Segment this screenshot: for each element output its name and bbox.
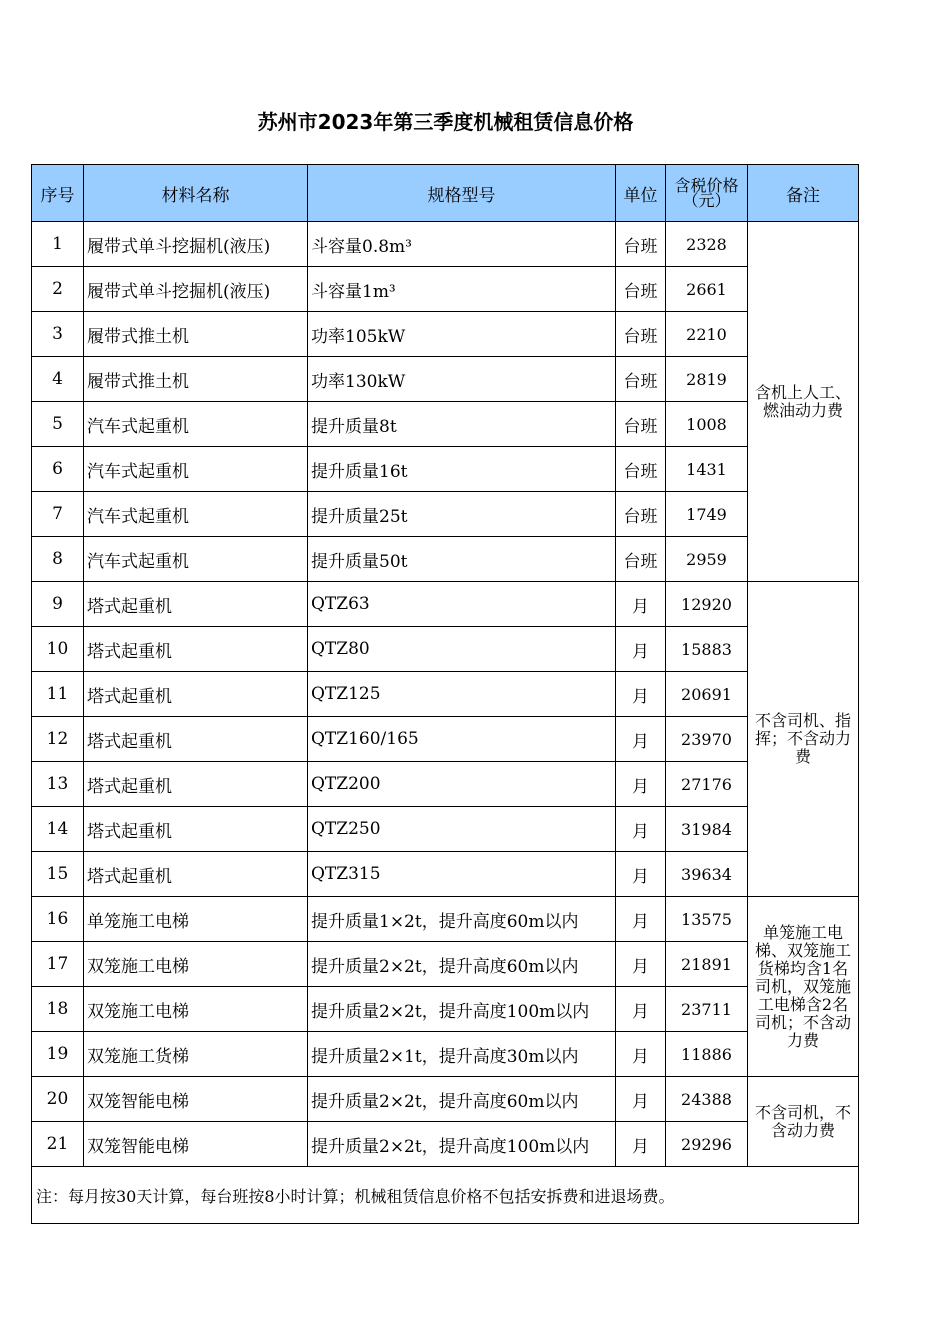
table-row xyxy=(32,717,859,762)
row-name: 履带式单斗挖掘机(液压) xyxy=(84,222,308,267)
row-seq: 7 xyxy=(32,492,84,537)
row-spec: 提升质量2×2t，提升高度60m以内 xyxy=(308,1077,616,1122)
row-remark: 不含司机，不含动力费 xyxy=(748,1077,859,1167)
row-unit: 月 xyxy=(616,672,666,717)
row-unit: 月 xyxy=(616,852,666,897)
row-price: 23711 xyxy=(666,987,748,1032)
row-price: 21891 xyxy=(666,942,748,987)
table-row xyxy=(32,222,859,267)
row-name: 汽车式起重机 xyxy=(84,492,308,537)
row-seq: 13 xyxy=(32,762,84,807)
row-unit: 月 xyxy=(616,1077,666,1122)
row-price: 39634 xyxy=(666,852,748,897)
table-row xyxy=(32,897,859,942)
row-spec: QTZ160/165 xyxy=(308,717,616,762)
header-unit: 单位 xyxy=(616,165,666,222)
row-name: 双笼智能电梯 xyxy=(84,1077,308,1122)
row-seq: 12 xyxy=(32,717,84,762)
row-name: 双笼施工电梯 xyxy=(84,987,308,1032)
row-price: 1008 xyxy=(666,402,748,447)
row-spec: 提升质量2×2t，提升高度100m以内 xyxy=(308,987,616,1032)
table-row xyxy=(32,267,859,312)
price-table xyxy=(31,164,859,1224)
table-row xyxy=(32,852,859,897)
table-row xyxy=(32,1077,859,1122)
table-row xyxy=(32,312,859,357)
row-spec: 功率105kW xyxy=(308,312,616,357)
row-name: 汽车式起重机 xyxy=(84,537,308,582)
row-seq: 14 xyxy=(32,807,84,852)
row-unit: 月 xyxy=(616,717,666,762)
table-row xyxy=(32,1122,859,1167)
table-row xyxy=(32,1032,859,1077)
header-row xyxy=(32,165,859,222)
row-unit: 月 xyxy=(616,582,666,627)
row-price: 24388 xyxy=(666,1077,748,1122)
row-spec: 斗容量1m³ xyxy=(308,267,616,312)
row-unit: 月 xyxy=(616,897,666,942)
row-name: 塔式起重机 xyxy=(84,582,308,627)
row-price: 1431 xyxy=(666,447,748,492)
table-row xyxy=(32,537,859,582)
header-name: 材料名称 xyxy=(84,165,308,222)
row-spec: QTZ125 xyxy=(308,672,616,717)
row-price: 2661 xyxy=(666,267,748,312)
row-seq: 5 xyxy=(32,402,84,447)
row-spec: QTZ63 xyxy=(308,582,616,627)
row-name: 履带式推土机 xyxy=(84,312,308,357)
row-spec: 提升质量2×2t，提升高度60m以内 xyxy=(308,942,616,987)
row-seq: 19 xyxy=(32,1032,84,1077)
row-name: 塔式起重机 xyxy=(84,627,308,672)
table-row xyxy=(32,987,859,1032)
header-spec: 规格型号 xyxy=(308,165,616,222)
row-seq: 8 xyxy=(32,537,84,582)
row-spec: 提升质量1×2t，提升高度60m以内 xyxy=(308,897,616,942)
row-unit: 月 xyxy=(616,807,666,852)
row-unit: 台班 xyxy=(616,312,666,357)
table-row xyxy=(32,672,859,717)
table-row xyxy=(32,807,859,852)
footnote: 注：每月按30天计算，每台班按8小时计算；机械租赁信息价格不包括安拆费和进退场费。 xyxy=(32,1167,859,1224)
row-name: 履带式单斗挖掘机(液压) xyxy=(84,267,308,312)
table-row xyxy=(32,762,859,807)
header-price: 含税价格（元） xyxy=(666,165,748,222)
row-name: 塔式起重机 xyxy=(84,717,308,762)
row-seq: 3 xyxy=(32,312,84,357)
row-seq: 1 xyxy=(32,222,84,267)
table-row xyxy=(32,582,859,627)
row-spec: 提升质量2×1t，提升高度30m以内 xyxy=(308,1032,616,1077)
row-remark: 含机上人工、燃油动力费 xyxy=(748,222,859,582)
row-seq: 21 xyxy=(32,1122,84,1167)
row-seq: 17 xyxy=(32,942,84,987)
row-spec: 提升质量25t xyxy=(308,492,616,537)
row-name: 塔式起重机 xyxy=(84,807,308,852)
row-seq: 16 xyxy=(32,897,84,942)
row-name: 汽车式起重机 xyxy=(84,447,308,492)
page-title: 苏州市2023年第三季度机械租赁信息价格 xyxy=(257,110,634,134)
row-name: 履带式推土机 xyxy=(84,357,308,402)
row-spec: 提升质量50t xyxy=(308,537,616,582)
row-price: 1749 xyxy=(666,492,748,537)
row-spec: QTZ80 xyxy=(308,627,616,672)
row-unit: 台班 xyxy=(616,402,666,447)
row-unit: 台班 xyxy=(616,222,666,267)
row-seq: 10 xyxy=(32,627,84,672)
row-seq: 18 xyxy=(32,987,84,1032)
table-body xyxy=(32,222,859,1167)
row-spec: 提升质量16t xyxy=(308,447,616,492)
header-seq: 序号 xyxy=(32,165,84,222)
table-row xyxy=(32,627,859,672)
row-price: 20691 xyxy=(666,672,748,717)
row-unit: 月 xyxy=(616,762,666,807)
row-unit: 月 xyxy=(616,1032,666,1077)
row-price: 15883 xyxy=(666,627,748,672)
row-spec: 斗容量0.8m³ xyxy=(308,222,616,267)
row-seq: 15 xyxy=(32,852,84,897)
row-unit: 台班 xyxy=(616,267,666,312)
row-unit: 月 xyxy=(616,627,666,672)
table-row xyxy=(32,447,859,492)
row-seq: 4 xyxy=(32,357,84,402)
row-price: 2210 xyxy=(666,312,748,357)
header-remark: 备注 xyxy=(748,165,859,222)
row-spec: 提升质量2×2t，提升高度100m以内 xyxy=(308,1122,616,1167)
row-price: 12920 xyxy=(666,582,748,627)
table-row xyxy=(32,402,859,447)
row-name: 双笼施工货梯 xyxy=(84,1032,308,1077)
row-unit: 台班 xyxy=(616,492,666,537)
row-spec: 功率130kW xyxy=(308,357,616,402)
row-name: 汽车式起重机 xyxy=(84,402,308,447)
row-spec: 提升质量8t xyxy=(308,402,616,447)
row-seq: 11 xyxy=(32,672,84,717)
row-name: 双笼智能电梯 xyxy=(84,1122,308,1167)
table-row xyxy=(32,942,859,987)
row-remark: 单笼施工电梯、双笼施工货梯均含1名司机，双笼施工电梯含2名司机；不含动力费 xyxy=(748,897,859,1077)
row-seq: 9 xyxy=(32,582,84,627)
row-price: 2819 xyxy=(666,357,748,402)
footnote-row xyxy=(32,1167,859,1224)
row-price: 13575 xyxy=(666,897,748,942)
row-seq: 20 xyxy=(32,1077,84,1122)
row-price: 29296 xyxy=(666,1122,748,1167)
row-seq: 2 xyxy=(32,267,84,312)
row-unit: 台班 xyxy=(616,537,666,582)
row-unit: 月 xyxy=(616,942,666,987)
row-name: 塔式起重机 xyxy=(84,852,308,897)
row-remark: 不含司机、指挥；不含动力费 xyxy=(748,582,859,897)
row-spec: QTZ315 xyxy=(308,852,616,897)
row-unit: 月 xyxy=(616,1122,666,1167)
row-spec: QTZ250 xyxy=(308,807,616,852)
row-seq: 6 xyxy=(32,447,84,492)
row-price: 23970 xyxy=(666,717,748,762)
table-row xyxy=(32,492,859,537)
row-spec: QTZ200 xyxy=(308,762,616,807)
row-unit: 台班 xyxy=(616,357,666,402)
row-unit: 台班 xyxy=(616,447,666,492)
row-price: 2328 xyxy=(666,222,748,267)
row-price: 31984 xyxy=(666,807,748,852)
row-name: 单笼施工电梯 xyxy=(84,897,308,942)
table-row xyxy=(32,357,859,402)
row-unit: 月 xyxy=(616,987,666,1032)
row-price: 11886 xyxy=(666,1032,748,1077)
row-price: 2959 xyxy=(666,537,748,582)
row-name: 塔式起重机 xyxy=(84,672,308,717)
row-name: 塔式起重机 xyxy=(84,762,308,807)
row-name: 双笼施工电梯 xyxy=(84,942,308,987)
row-price: 27176 xyxy=(666,762,748,807)
